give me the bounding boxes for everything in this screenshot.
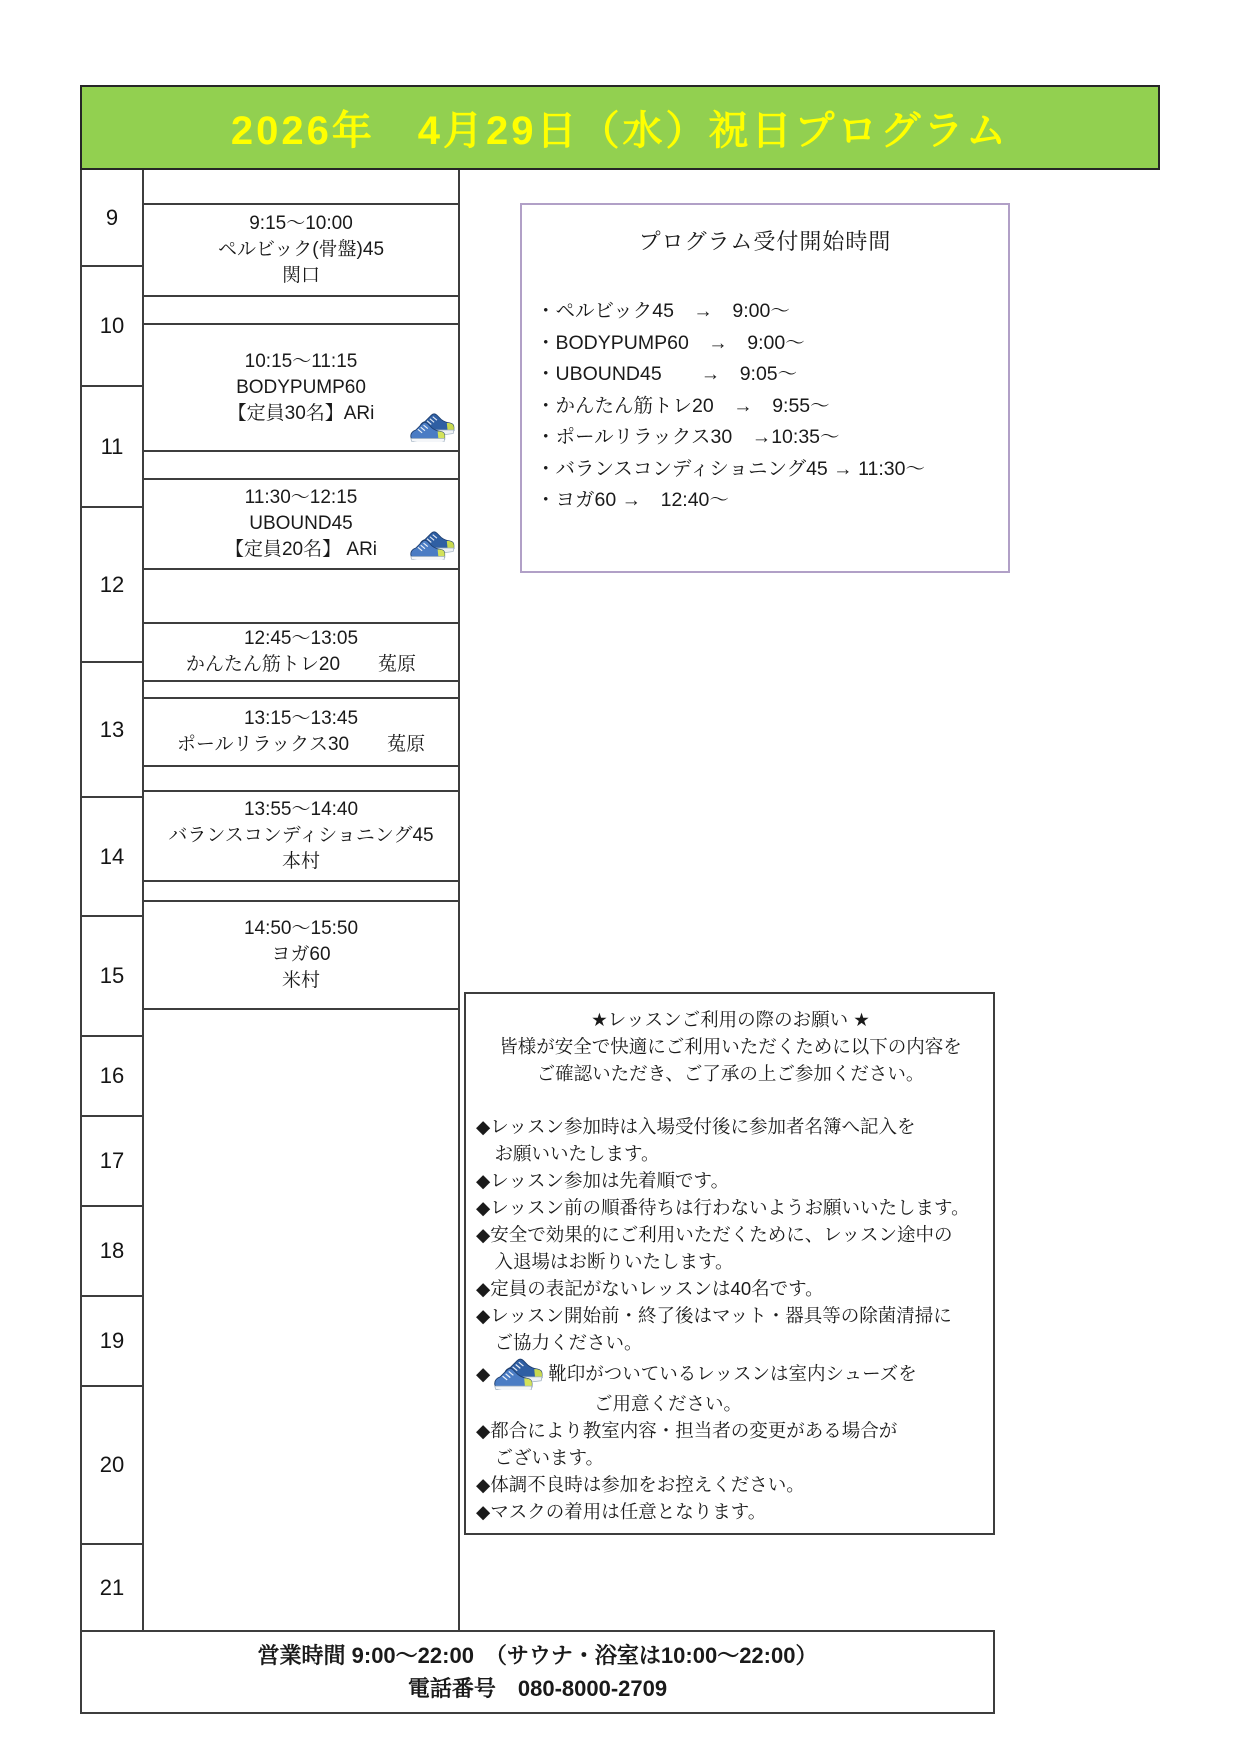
lesson-time: 12:45～13:05 (243, 628, 359, 649)
lesson-block-bodypump (142, 323, 460, 452)
note-line: ◆レッスン参加時は入場受付後に参加者名簿へ記入を (476, 1116, 916, 1137)
reception-title: プログラム受付開始時間 (638, 229, 892, 254)
lesson-instructor: 関口 (281, 265, 320, 286)
shoes-icon (408, 529, 456, 560)
hour-label: 20 (82, 1387, 142, 1545)
hour-column (80, 170, 142, 1630)
note-line: ご協力ください。 (494, 1332, 643, 1353)
lesson-time: 13:15～13:45 (243, 708, 359, 729)
lesson-name: ヨガ60 (271, 944, 331, 965)
lesson-time: 11:30～12:15 (244, 487, 358, 508)
lesson-block-pole-relax (142, 697, 460, 767)
lesson-block-pelvic (142, 203, 460, 297)
hour-label: 14 (82, 798, 142, 917)
page-title-banner (80, 85, 1160, 170)
program-column (142, 170, 460, 1630)
note-line: ◆安全で効果的にご利用いただくために、レッスン途中の (476, 1224, 953, 1245)
hour-label: 17 (82, 1117, 142, 1207)
lesson-block-yoga (142, 900, 460, 1010)
hour-label: 12 (82, 508, 142, 663)
reception-item: ・BODYPUMP60 → 9:00～ (536, 331, 805, 354)
note-line-shoes (476, 1356, 985, 1390)
lesson-name: バランスコンディショニング45 (168, 825, 434, 846)
lesson-name: BODYPUMP60 (236, 376, 366, 398)
reception-list (536, 296, 994, 517)
lesson-instructor: 本村 (281, 851, 320, 872)
reception-item: ・ヨガ60 → 12:40～ (536, 489, 729, 511)
reception-item: ・ペルビック45 → 9:00～ (536, 300, 790, 322)
lesson-block-balance (142, 790, 460, 882)
notes-title: ★レッスンご利用の際のお願い ★ (591, 1009, 870, 1030)
note-line: ご用意ください。 (594, 1393, 743, 1414)
hour-label: 16 (82, 1037, 142, 1117)
lesson-capacity: 【定員30名】ARi (227, 402, 375, 424)
lesson-name: ペルビック(骨盤)45 (217, 239, 385, 260)
note-line: ◆レッスン前の順番待ちは行わないようお願いいたします。 (476, 1197, 970, 1218)
note-line: 入退場はお断りいたします。 (494, 1251, 734, 1272)
note-line: ◆レッスン開始前・終了後はマット・器具等の除菌清掃に (476, 1305, 952, 1326)
lesson-block-kinntore (142, 622, 460, 682)
page-title: 2026年 4月29日（水）祝日プログラム (230, 109, 1010, 153)
note-line: ◆都合により教室内容・担当者の変更がある場合が (476, 1420, 898, 1441)
hour-label: 19 (82, 1297, 142, 1387)
hour-label: 13 (82, 663, 142, 798)
lesson-capacity: 【定員20名】 ARi (224, 539, 378, 560)
hour-label: 9 (82, 170, 142, 267)
note-line: ◆レッスン参加は先着順です。 (476, 1170, 730, 1191)
lesson-notes-box (464, 992, 995, 1535)
note-line: ◆定員の表記がないレッスンは40名です。 (476, 1278, 824, 1299)
business-hours: 営業時間 9:00～22:00 （サウナ・浴室は10:00～22:00） (257, 1643, 818, 1668)
lesson-name: UBOUND45 (249, 513, 353, 534)
shoes-icon (492, 1356, 544, 1390)
phone-number: 電話番号 080-8000-2709 (407, 1676, 668, 1701)
lesson-time: 13:55～14:40 (243, 799, 359, 820)
hour-label: 18 (82, 1207, 142, 1297)
hour-label: 21 (99, 1574, 125, 1600)
notes-intro: 皆様が安全で快適にご利用いただくために以下の内容を (499, 1036, 962, 1057)
shoes-icon (408, 411, 456, 442)
lesson-name: かんたん筋トレ20 菟原 (185, 654, 417, 675)
business-hours-footer (80, 1630, 995, 1714)
note-line: ◆体調不良時は参加をお控えください。 (476, 1474, 805, 1495)
note-line: ◆マスクの着用は任意となります。 (476, 1501, 767, 1522)
note-line: お願いいたします。 (494, 1143, 660, 1164)
notes-intro: ご確認いただき、ご了承の上ご参加ください。 (536, 1063, 925, 1084)
note-line: ございます。 (494, 1447, 605, 1468)
reception-item: ・バランスコンディショニング45 → 11:30～ (536, 457, 925, 480)
note-line-text: 靴印がついているレッスンは室内シューズを (548, 1362, 917, 1384)
lesson-name: ポールリラックス30 菟原 (176, 734, 426, 755)
reception-item: ・かんたん筋トレ20 → 9:55～ (536, 394, 830, 417)
spacer (476, 1087, 985, 1113)
reception-times-box (520, 203, 1010, 573)
lesson-time: 14:50～15:50 (243, 918, 359, 939)
hour-label: 15 (82, 917, 142, 1037)
lesson-time: 10:15～11:15 (244, 350, 358, 372)
lesson-time: 9:15～10:00 (249, 213, 353, 234)
reception-item: ・UBOUND45 → 9:05～ (536, 363, 798, 385)
hour-label: 10 (82, 267, 142, 387)
hour-label: 11 (82, 387, 142, 508)
lesson-block-ubound (142, 478, 460, 570)
reception-item: ・ポールリラックス30 →10:35～ (536, 426, 840, 448)
bullet-diamond: ◆ (476, 1362, 491, 1384)
lesson-instructor: 米村 (281, 970, 320, 991)
